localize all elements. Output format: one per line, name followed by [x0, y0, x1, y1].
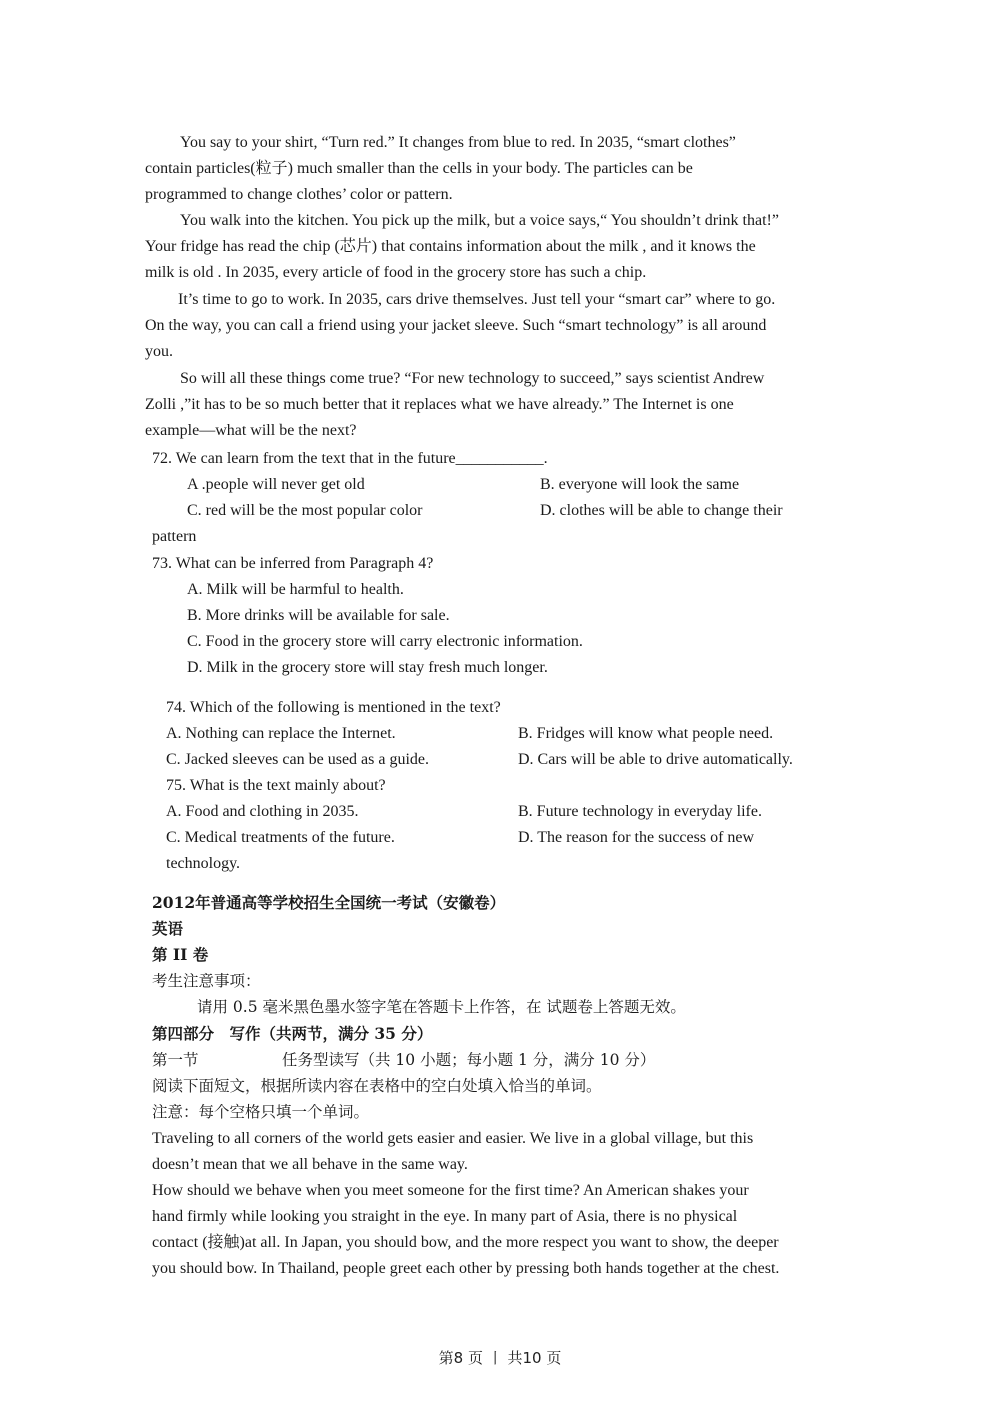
volume-heading: 第 II 卷 [152, 945, 209, 964]
question-75-option-d-continued: technology. [166, 855, 241, 872]
question-74-option-a: A. Nothing can replace the Internet. [166, 725, 396, 742]
section-description: 任务型读写（共 10 小题；每小题 1 分，满分 10 分） [282, 1051, 656, 1069]
text-line: doesn’t mean that we all behave in the same way. [152, 1156, 468, 1173]
passage-paragraph-2 [145, 208, 845, 286]
part-title: 第四部分 写作（共两节，满分 35 分） [152, 1024, 433, 1043]
question-72-option-c: C. red will be the most popular color [187, 502, 423, 519]
reading-passage [152, 1126, 862, 1282]
text-line: It’s time to go to work. In 2035, cars drive themselves. Just tell your “smart car” where to go. [178, 291, 776, 308]
subject-heading: 英语 [152, 919, 184, 938]
question-75-option-d: D. The reason for the success of new [518, 829, 755, 846]
notice-text: 请用 0.5 毫米黑色墨水签字笔在答题卡上作答，在 试题卷上答题无效。 [197, 998, 686, 1016]
text-line: example—what will be the next? [145, 422, 357, 439]
section-label: 第一节 [152, 1051, 199, 1069]
question-73-option-a: A. Milk will be harmful to health. [187, 581, 404, 598]
text-line: contain particles(粒子) much smaller than the cells in your body. The particles can be [145, 160, 693, 177]
page-footer: 第8 页 丨 共10 页 [438, 1349, 562, 1367]
question-72-option-d: D. clothes will be able to change their [540, 502, 783, 519]
text-line: On the way, you can call a friend using your jacket sleeve. Such “smart technology” is all around [145, 317, 767, 334]
question-74-option-b: B. Fridges will know what people need. [518, 725, 774, 742]
question-73-option-b: B. More drinks will be available for sale. [187, 607, 450, 624]
instruction-text: 阅读下面短文，根据所读内容在表格中的空白处填入恰当的单词。 [152, 1077, 602, 1095]
text-line: you. [145, 343, 173, 360]
note-text: 注意：每个空格只填一个单词。 [152, 1103, 370, 1121]
question-72-option-b: B. everyone will look the same [540, 476, 740, 493]
text-line: Traveling to all corners of the world gets easier and easier. We live in a global village, but this [152, 1130, 754, 1147]
question-72-stem: 72. We can learn from the text that in the future___________. [152, 450, 548, 467]
passage-paragraph-1 [145, 130, 845, 208]
question-74-stem: 74. Which of the following is mentioned in the text? [166, 699, 501, 716]
question-75-option-c: C. Medical treatments of the future. [166, 829, 395, 846]
question-75-option-a: A. Food and clothing in 2035. [166, 803, 359, 820]
question-72-option-a: A .people will never get old [187, 476, 365, 493]
text-line: You walk into the kitchen. You pick up the milk, but a voice says,“ You shouldn’t drink that!” [180, 212, 779, 229]
text-line: So will all these things come true? “For new technology to succeed,” says scientist Andrew [180, 370, 765, 387]
text-line: Your fridge has read the chip (芯片) that contains information about the milk , and it knows the [145, 238, 756, 255]
text-line: Zolli ,”it has to be so much better that it replaces what we have already.” The Internet is one [145, 396, 734, 413]
passage-paragraph-4 [145, 366, 845, 444]
question-74-option-c: C. Jacked sleeves can be used as a guide. [166, 751, 430, 768]
question-73-option-d: D. Milk in the grocery store will stay fresh much longer. [187, 659, 548, 676]
text-line: programmed to change clothes’ color or pattern. [145, 186, 453, 203]
notice-title: 考生注意事项： [152, 972, 261, 990]
text-line: milk is old . In 2035, every article of food in the grocery store has such a chip. [145, 264, 647, 281]
question-75-option-b: B. Future technology in everyday life. [518, 803, 762, 820]
text-line: How should we behave when you meet someone for the first time? An American shakes your [152, 1182, 749, 1199]
text-line: you should bow. In Thailand, people greet each other by pressing both hands together at the chest. [152, 1260, 780, 1277]
exam-title: 2012年普通高等学校招生全国统一考试（安徽卷） [152, 893, 506, 912]
text-line: hand firmly while looking you straight in the eye. In many part of Asia, there is no physical [152, 1208, 738, 1225]
text-line: You say to your shirt, “Turn red.” It changes from blue to red. In 2035, “smart clothes” [180, 134, 736, 151]
question-75-stem: 75. What is the text mainly about? [166, 777, 386, 794]
question-72-option-d-continued: pattern [152, 528, 197, 545]
passage-paragraph-3 [145, 287, 845, 365]
question-73-option-c: C. Food in the grocery store will carry electronic information. [187, 633, 583, 650]
text-line: contact (接触)at all. In Japan, you should bow, and the more respect you want to show, the deeper [152, 1234, 779, 1251]
question-73-stem: 73. What can be inferred from Paragraph 4? [152, 555, 434, 572]
question-74-option-d: D. Cars will be able to drive automatically. [518, 751, 793, 768]
